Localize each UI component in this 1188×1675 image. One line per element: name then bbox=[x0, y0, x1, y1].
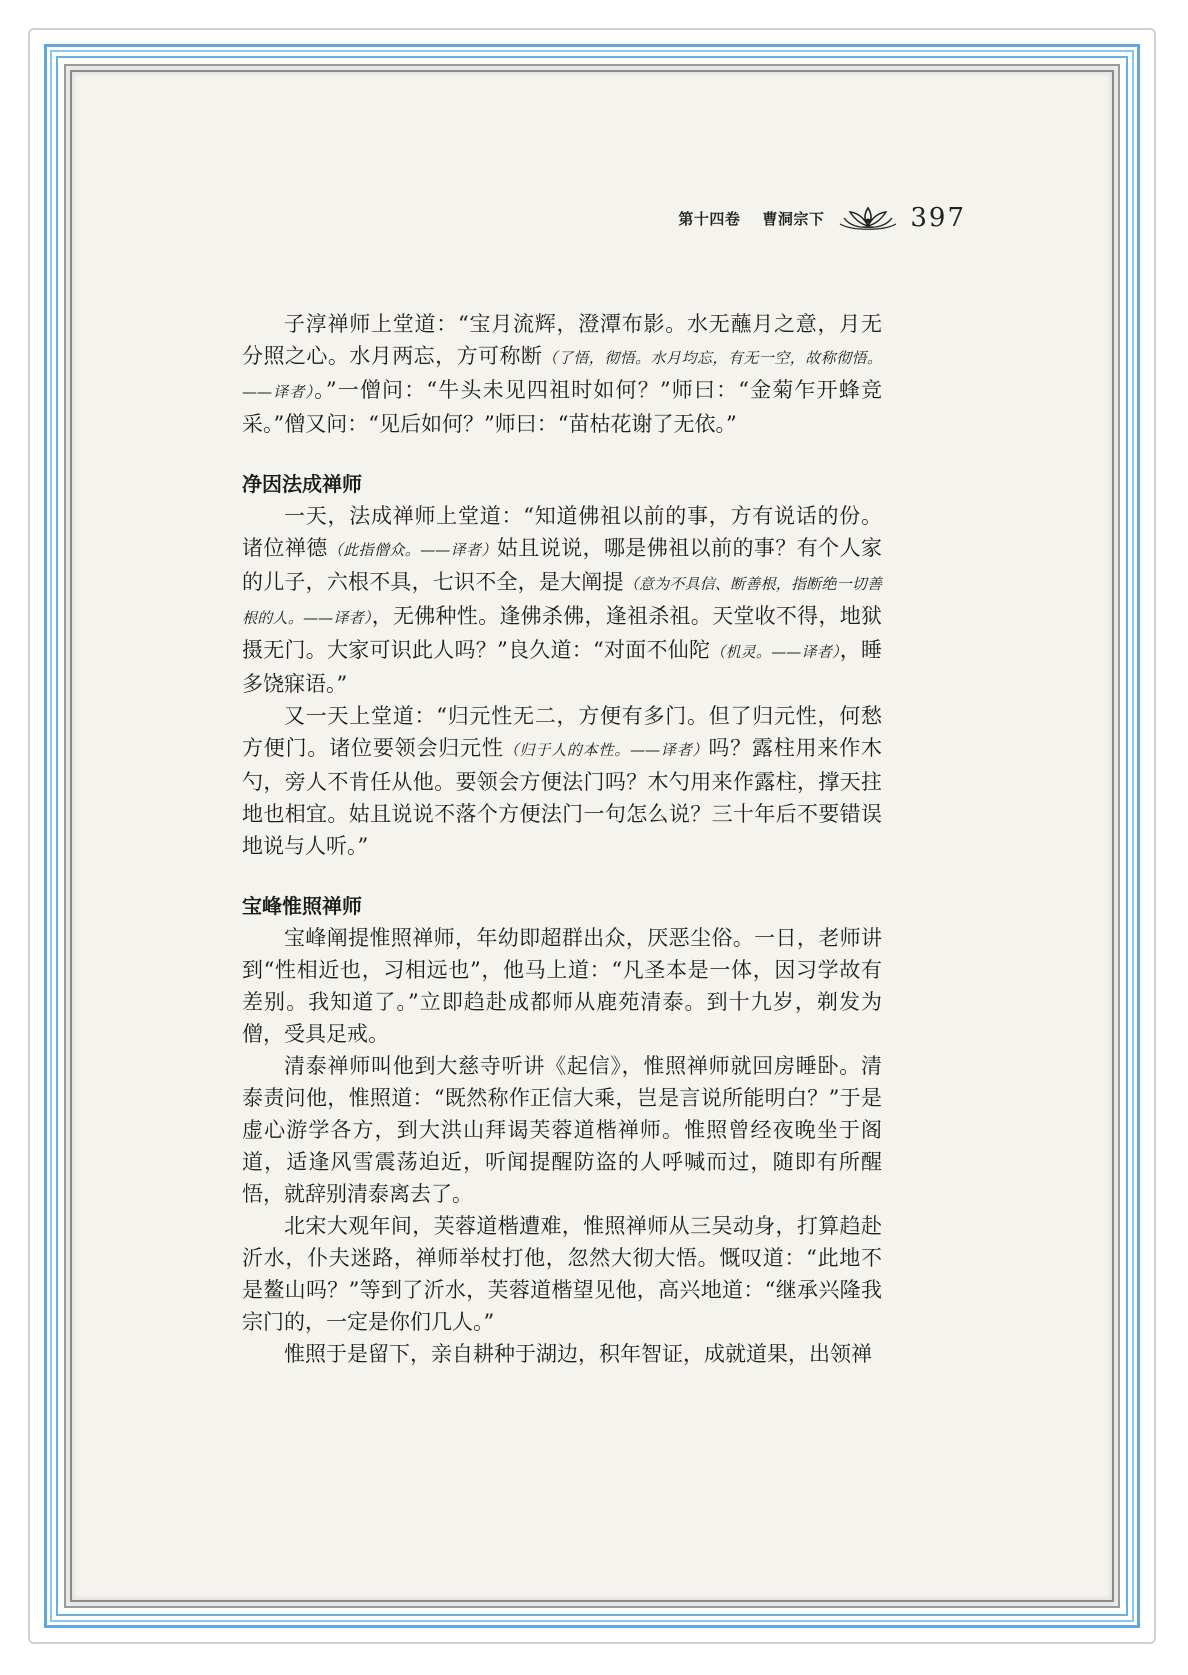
paragraph: 北宋大观年间，芙蓉道楷遭难，惟照禅师从三吴动身，打算趋赴沂水，仆夫迷路，禅师举杖打他，忽然大彻大悟。慨叹道：“此地不是鳌山吗？”等到了沂水，芙蓉道楷望见他，高兴地道：“继承兴隆我宗门的，一定是你们几人。” bbox=[242, 1214, 882, 1334]
chapter-title: 第十四卷 bbox=[678, 209, 741, 228]
section-heading: 宝峰惟照禅师 bbox=[242, 894, 362, 918]
paragraph: 子淳禅师上堂道：“宝月流辉，澄潭布影。水无蘸月之意，月无分照之心。水月两忘，方可称断（了悟，彻悟。水月均忘，有无一空，故称彻悟。——译者）。”一僧问：“牛头未见四祖时如何？”师曰：“金菊乍开蜂竞采。”僧又问：“见后如何？”师曰：“苗枯花谢了无依。” bbox=[242, 312, 882, 436]
translator-note: （了悟，彻悟。水月均忘，有无一空，故称彻悟。——译者） bbox=[242, 349, 882, 401]
paragraph: 一天，法成禅师上堂道：“知道佛祖以前的事，方有说话的份。诸位禅德（此指僧众。——译者）姑且说说，哪是佛祖以前的事？有个人家的儿子，六根不具，七识不全，是大阐提（意为不具信、断善根，指断绝一切善根的人。——译者），无佛种性。逢佛杀佛，逢祖杀祖。天堂收不得，地狱摄无门。大家可识此人吗？”良久道：“对面不仙陀（机灵。——译者），睡多饶寐语。” bbox=[242, 504, 883, 696]
body-text bbox=[242, 308, 882, 1370]
translator-note: （机灵。——译者） bbox=[710, 643, 840, 661]
translator-note: （此指僧众。——译者） bbox=[327, 541, 497, 559]
lotus-icon bbox=[838, 204, 898, 232]
paragraph: 惟照于是留下，亲自耕种于湖边，积年智证，成就道果，出领禅 bbox=[284, 1342, 872, 1366]
page-number: 397 bbox=[910, 203, 966, 233]
section-title: 曹洞宗下 bbox=[762, 209, 825, 228]
translator-note: （意为不具信、断善根，指断绝一切善根的人。——译者） bbox=[242, 575, 882, 627]
paragraph: 清泰禅师叫他到大慈寺听讲《起信》，惟照禅师就回房睡卧。清泰责问他，惟照道：“既然称作正信大乘，岂是言说所能明白？”于是虚心游学各方，到大洪山拜谒芙蓉道楷禅师。惟照曾经夜晚坐于阁道，适逢风雪震荡迫近，听闻提醒防盗的人呼喊而过，随即有所醒悟，就辞别清泰离去了。 bbox=[242, 1054, 882, 1206]
running-head bbox=[678, 203, 966, 233]
book-page bbox=[78, 78, 1106, 1594]
paragraph: 又一天上堂道：“归元性无二，方便有多门。但了归元性，何愁方便门。诸位要领会归元性（归于人的本性。——译者）吗？露柱用来作木勺，旁人不肯任从他。要领会方便法门吗？木勺用来作露柱，撑天拄地也相宜。姑且说说不落个方便法门一句怎么说？三十年后不要错误地说与人听。” bbox=[242, 704, 883, 858]
paragraph: 宝峰阐提惟照禅师，年幼即超群出众，厌恶尘俗。一日，老师讲到“性相近也，习相远也”，他马上道：“凡圣本是一体，因习学故有差别。我知道了。”立即趋赴成都师从鹿苑清泰。到十九岁，剃发为僧，受具足戒。 bbox=[242, 926, 882, 1046]
gray-inner-border bbox=[64, 64, 1120, 1608]
section-heading: 净因法成禅师 bbox=[242, 472, 362, 496]
translator-note: （归于人的本性。——译者） bbox=[503, 741, 709, 759]
